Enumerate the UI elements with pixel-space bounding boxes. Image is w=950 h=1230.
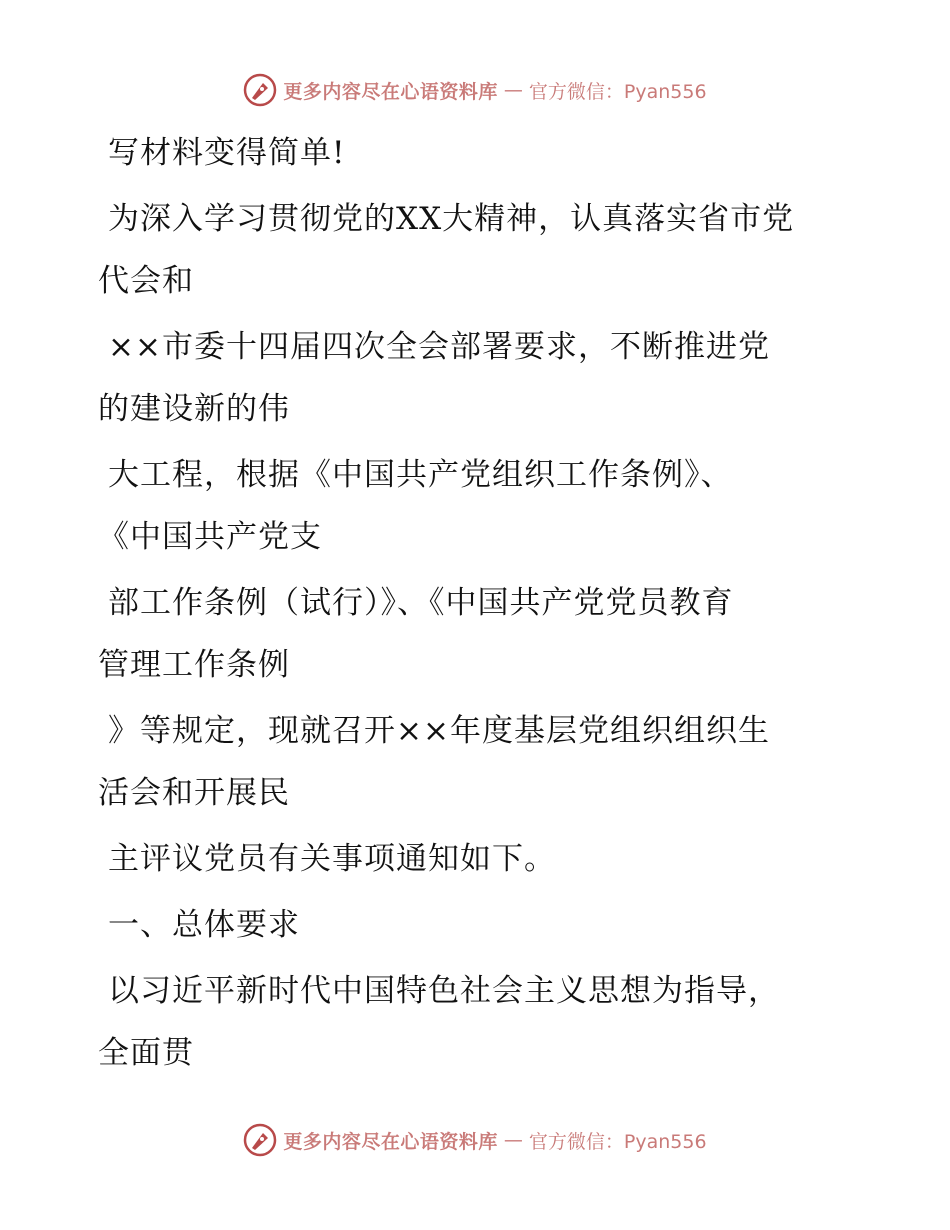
banner-title: 更多内容尽在心语资料库 — [283, 1130, 498, 1153]
text-line: 全面贯 — [98, 1035, 194, 1071]
text-line: 部工作条例（试行）》、《中国共产党党员教育 — [108, 585, 734, 621]
text-line: ××市委十四届四次全会部署要求，不断推进党 — [108, 329, 770, 365]
text-line: 代会和 — [98, 263, 194, 299]
text-line: 管理工作条例 — [98, 647, 290, 683]
text-line: 活会和开展民 — [98, 775, 290, 811]
section-heading: 一、总体要求 — [108, 907, 300, 943]
text-line: 的建设新的伟 — [98, 391, 290, 427]
pen-nib-logo-icon — [243, 1123, 277, 1157]
text-line: 以习近平新时代中国特色社会主义思想为指导， — [108, 973, 780, 1009]
banner-title: 更多内容尽在心语资料库 — [283, 80, 498, 103]
banner-separator: — — [503, 1129, 523, 1151]
banner-separator: — — [503, 79, 523, 101]
footer-banner — [0, 1120, 950, 1160]
text-line: 《中国共产党支 — [98, 519, 322, 555]
text-line: 大工程，根据《中国共产党组织工作条例》、 — [108, 457, 733, 493]
banner-subtitle: 官方微信：Pyan556 — [528, 1130, 707, 1153]
text-line: 为深入学习贯彻党的XX大精神，认真落实省市党 — [108, 201, 795, 237]
banner-subtitle: 官方微信：Pyan556 — [528, 80, 707, 103]
text-line: 》等规定，现就召开××年度基层党组织组织生 — [108, 713, 770, 749]
pen-nib-logo-icon — [243, 73, 277, 107]
header-banner — [0, 70, 950, 110]
document-body — [98, 122, 858, 1084]
text-line: 写材料变得简单! — [108, 135, 346, 171]
text-line: 主评议党员有关事项通知如下。 — [108, 841, 556, 877]
